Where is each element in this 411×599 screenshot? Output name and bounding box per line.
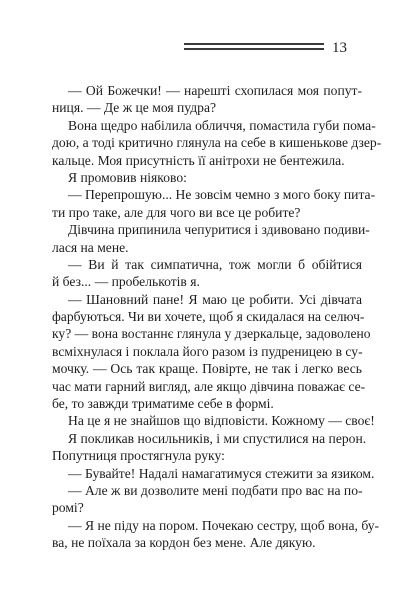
header-rule xyxy=(184,43,324,51)
text-line: Дівчина припинила чепуритися і здивовано подиви- xyxy=(68,222,370,238)
page-number: 13 xyxy=(332,40,347,56)
text-line: ниця. — Де ж це моя пудра? xyxy=(52,100,217,116)
text-line: дою, а тоді критично глянула на себе в кишенькове дзер- xyxy=(52,135,382,151)
text-line: — Бувайте! Надалі намагатимуся стежити за язиком. xyxy=(68,465,375,481)
text-line: Я покликав носильників, і ми спустилися на перон. xyxy=(68,430,367,446)
text-line: ва, не поїхала за кордон без мене. Але дякую. xyxy=(52,535,316,551)
text-line: й без... — пробелькотів я. xyxy=(52,274,200,290)
text-line: лася на мене. xyxy=(52,239,129,255)
text-line: час мати гарний вигляд, але якщо дівчина поважає се- xyxy=(52,378,366,394)
header-rule-bottom xyxy=(184,48,324,50)
text-line: — Але ж ви дозволите мені подбати про вас на по- xyxy=(68,482,363,498)
text-line: всміхнулася і поклала його разом із пудреницею в су- xyxy=(52,343,363,359)
text-line: кальце. Моя присутність її анітрохи не бентежила. xyxy=(52,152,345,168)
text-line: мочку. — Ось так краще. Повірте, не так і легко весь xyxy=(52,361,362,377)
text-line: бе, то завжди триматиме себе в формі. xyxy=(52,396,274,412)
text-line: ромі? xyxy=(52,500,84,516)
text-line: Попутниця простягнула руку: xyxy=(52,448,225,464)
text-line: фарбуються. Чи ви хочете, щоб я скидалася на селюч- xyxy=(52,309,365,325)
text-line: — Шановний пане! Я маю це робити. Усі дівчата xyxy=(68,291,362,307)
text-line: Я промовив ніяково: xyxy=(68,169,187,185)
header-rule-top xyxy=(184,43,324,45)
text-line: ти про таке, але для чого ви все це робите? xyxy=(52,204,301,220)
text-line: ку? — вона востаннє глянула у дзеркальце, задоволено xyxy=(52,326,371,342)
text-line: — Ой Божечки! — нарешті схопилася моя попут- xyxy=(68,83,362,98)
text-line: На це я не знайшов що відповісти. Кожному — своє! xyxy=(68,413,375,429)
text-line: — Перепрошую... Не зовсім чемно з мого боку пита- xyxy=(68,187,376,203)
text-line: Вона щедро набілила обличчя, помастила губи пома- xyxy=(68,117,376,133)
body-text xyxy=(52,82,382,552)
running-header xyxy=(0,38,411,62)
text-line: — Я не піду на пором. Почекаю сестру, щоб вона, бу- xyxy=(68,517,380,533)
text-line: — Ви й так симпатична, тож могли б обійтися xyxy=(68,256,362,272)
